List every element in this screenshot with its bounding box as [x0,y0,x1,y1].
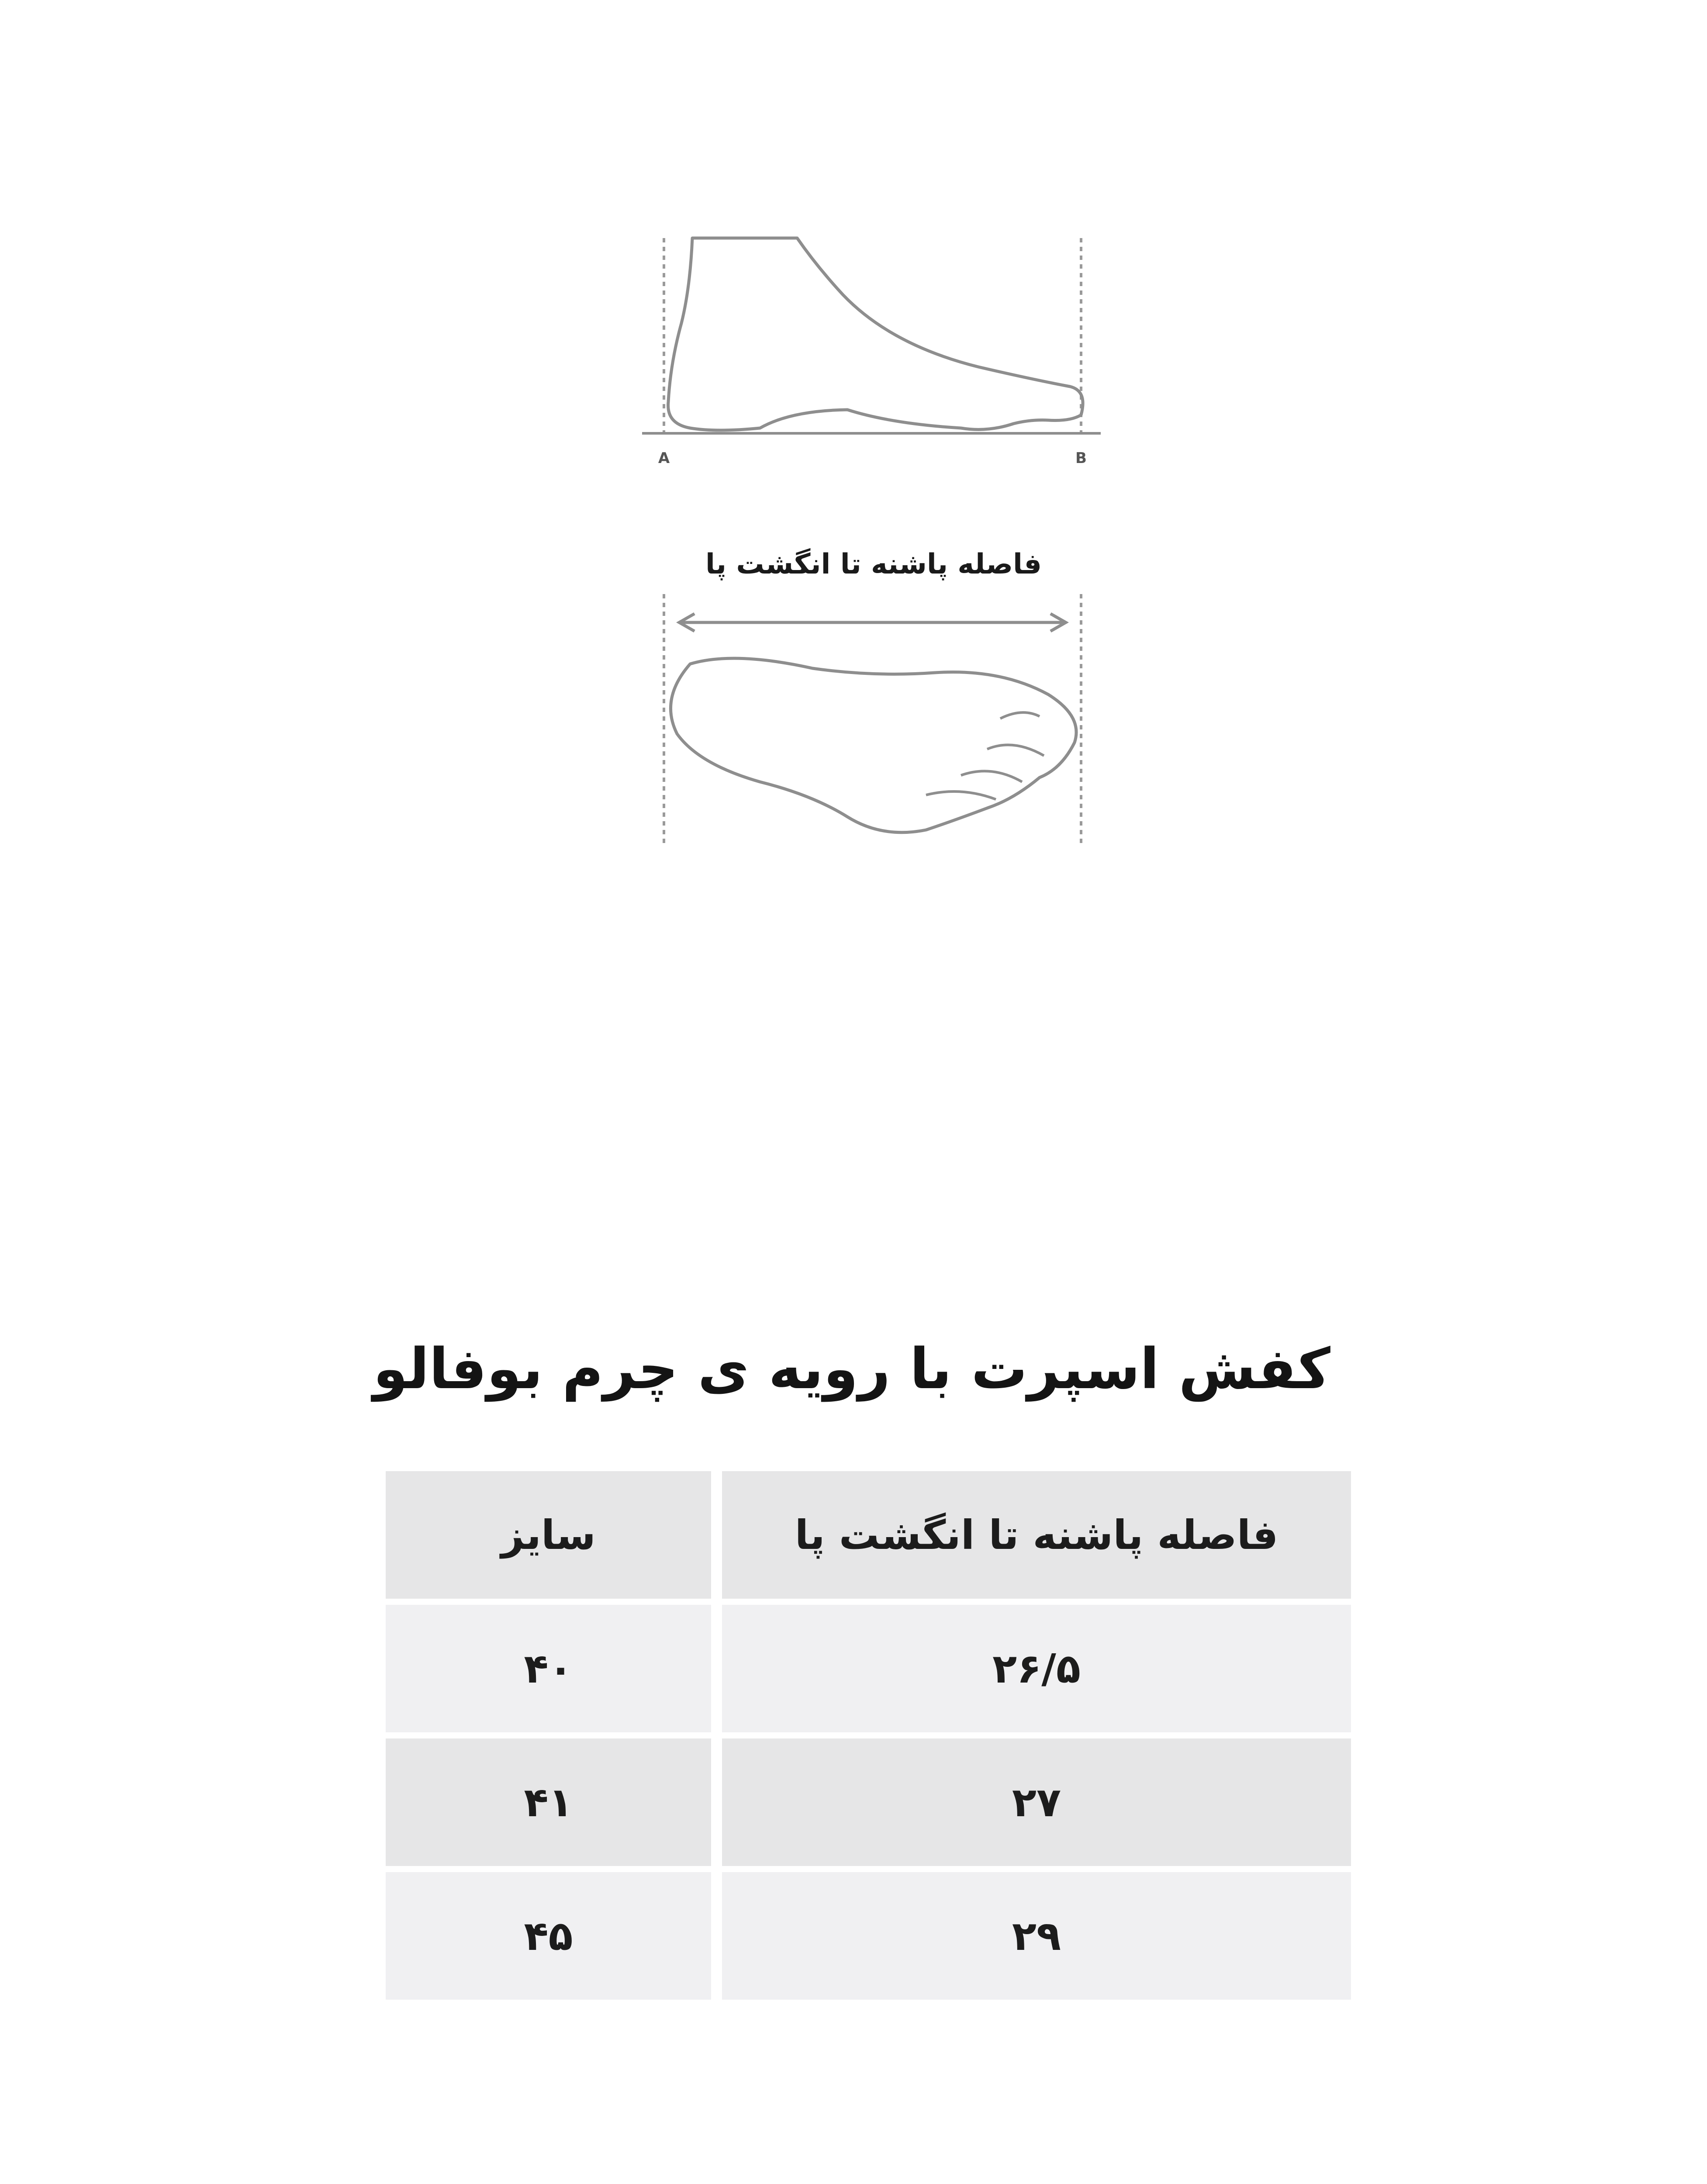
size-cell: ۴۵ [386,1872,711,2000]
table-header-row [386,1471,1351,1599]
toe-line-4-icon [926,791,996,799]
header-size: سایز [386,1471,711,1599]
table-row [386,1605,1351,1732]
foot-measurement-diagram [629,218,1118,874]
size-cell: ۴۱ [386,1738,711,1866]
size-cell: ۴۰ [386,1605,711,1732]
measure-cell: ۲۷ [722,1738,1351,1866]
foot-diagram-graphic [629,218,1118,874]
table-row [386,1738,1351,1866]
measure-cell: ۲۶/۵ [722,1605,1351,1732]
side-view-foot [642,238,1101,467]
toe-point-label: B [1075,449,1087,467]
toe-line-2-icon [987,745,1044,756]
measurement-label: فاصله پاشنه تا انگشت پا [705,548,1042,581]
table-row [386,1872,1351,2000]
product-title: کفش اسپرت با رویه ی چرم بوفالو [373,1337,1330,1402]
size-table [386,1471,1351,2006]
toe-line-1-icon [1000,712,1040,719]
toe-line-3-icon [961,771,1022,782]
heel-point-label: A [658,449,670,467]
header-measure: فاصله پاشنه تا انگشت پا [722,1471,1351,1599]
side-foot-outline-icon [668,238,1083,430]
measure-cell: ۲۹ [722,1872,1351,2000]
top-view-foot [664,594,1081,847]
